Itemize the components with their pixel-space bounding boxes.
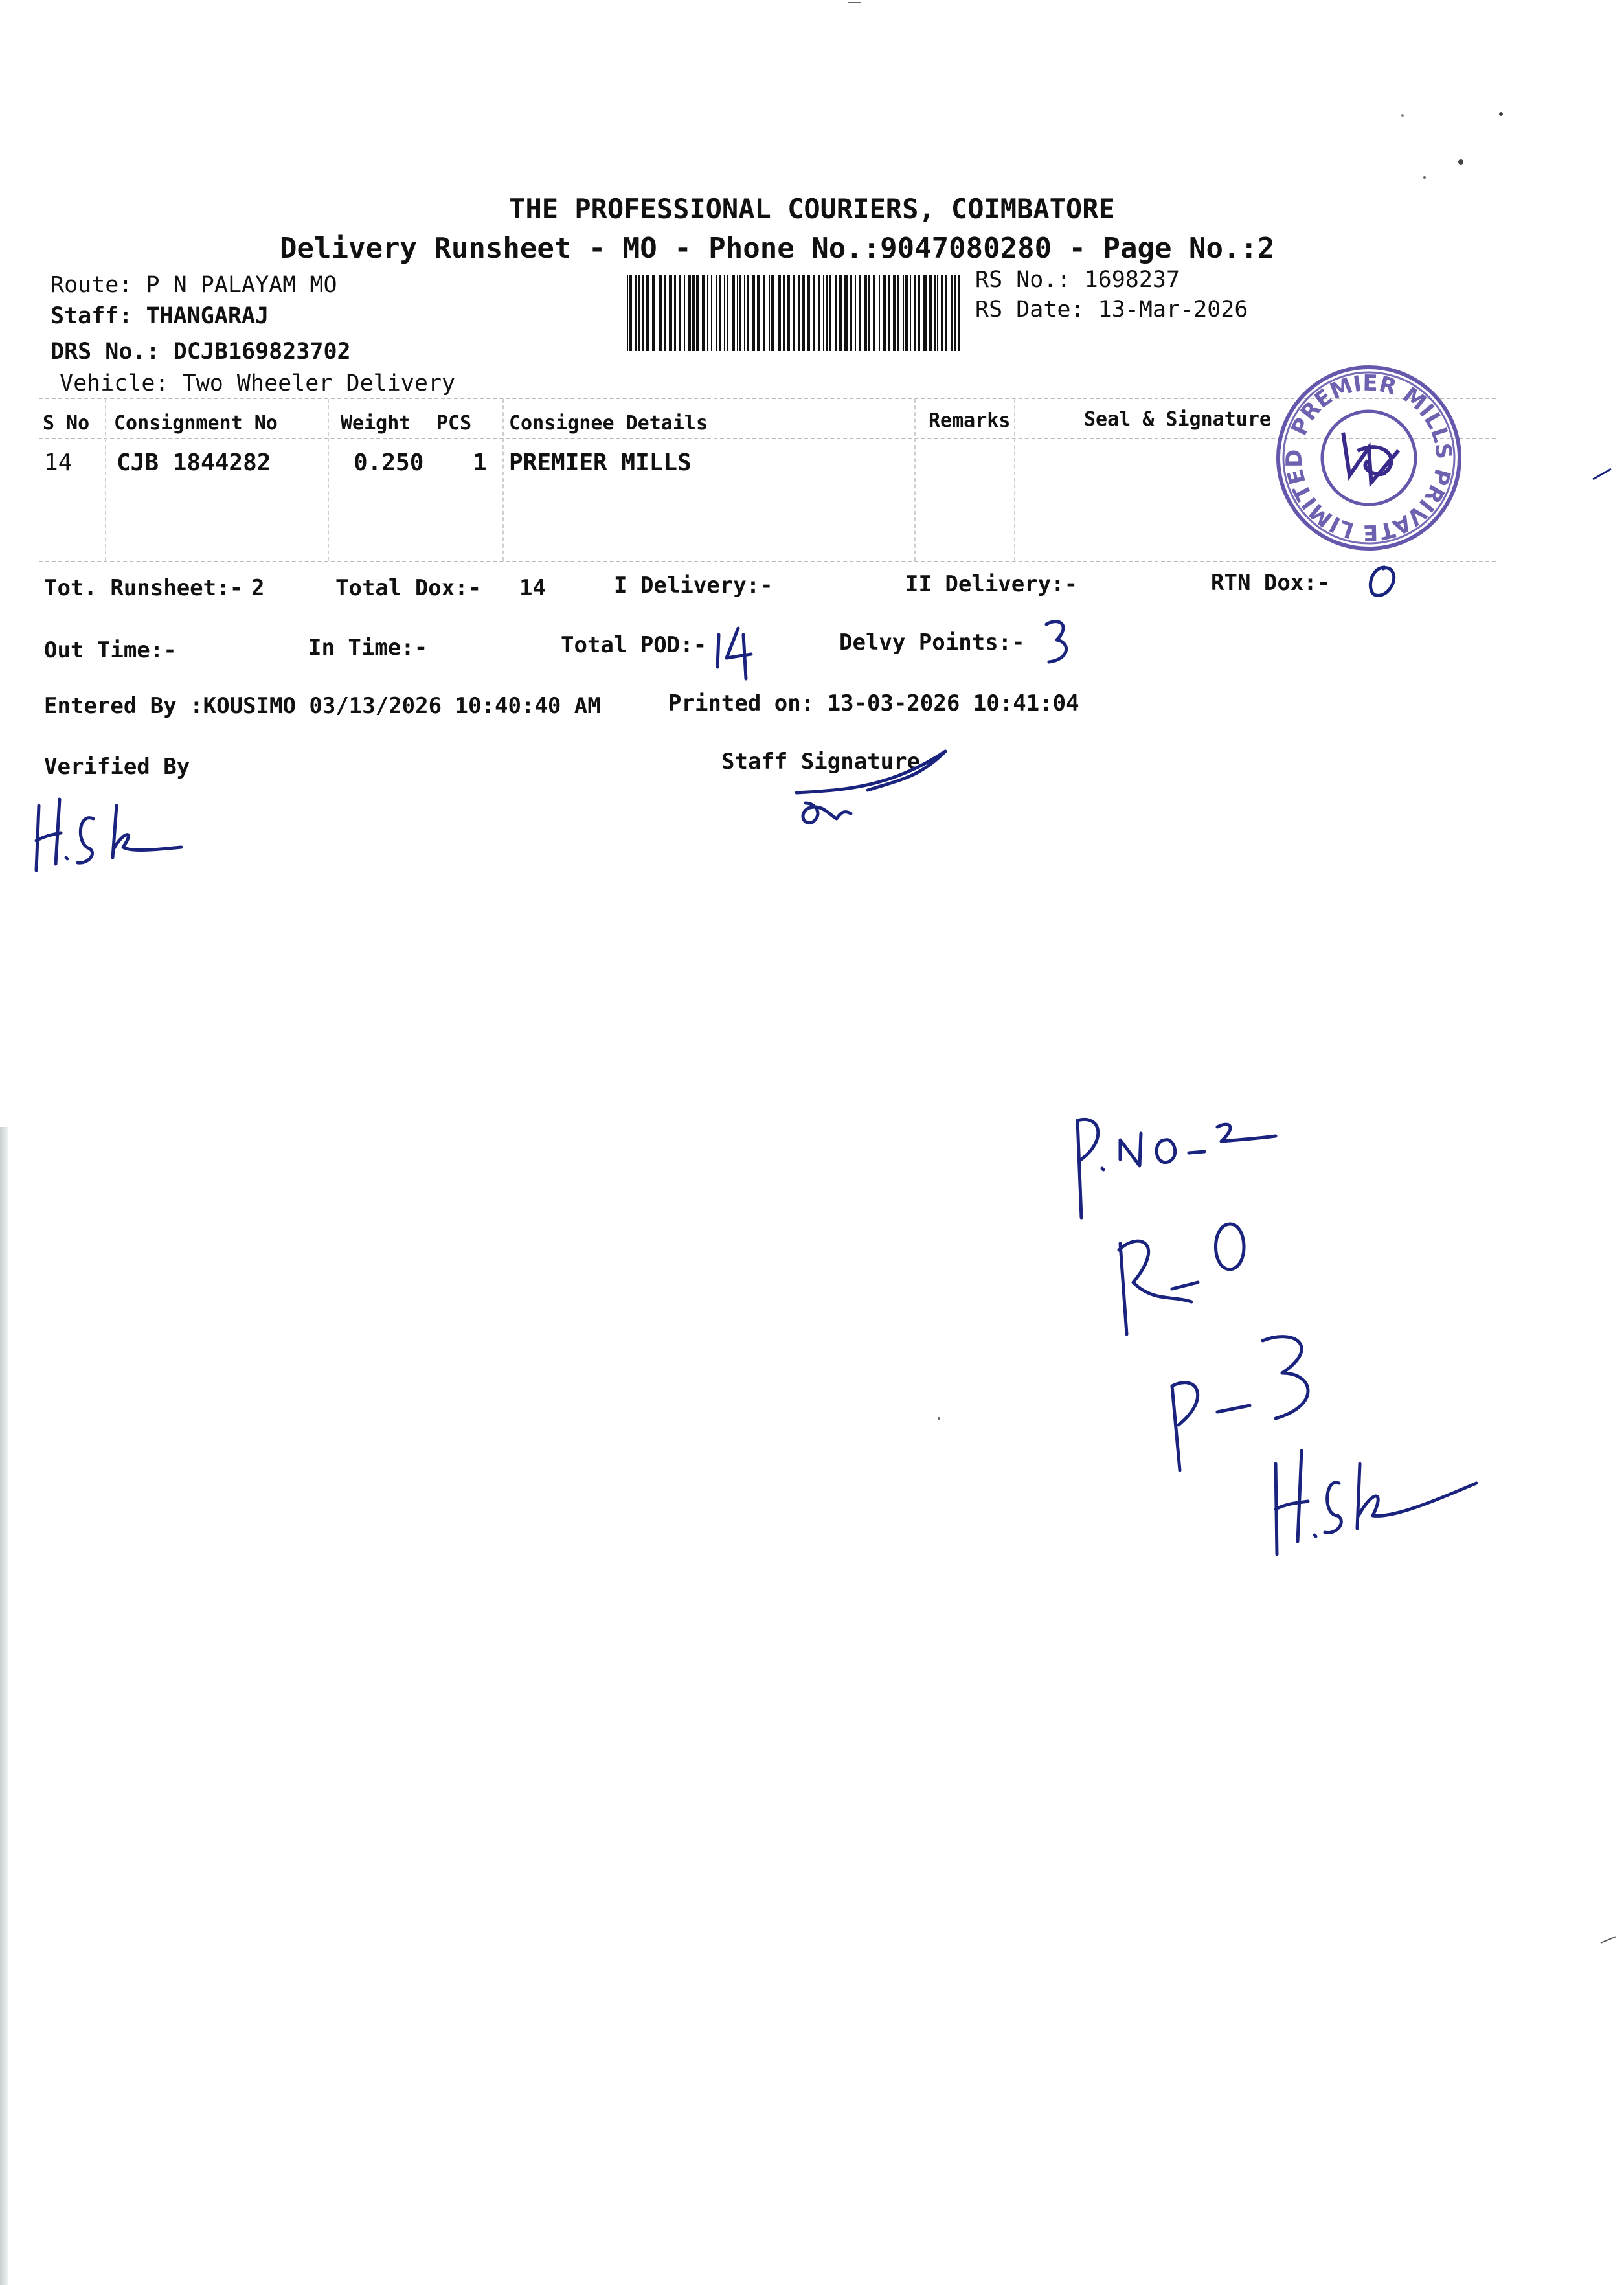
tot-runsheet-label: Tot. Runsheet:-: [44, 575, 243, 601]
drs-label: DRS No.:: [51, 339, 174, 365]
entered-by: Entered By :KOUSIMO 03/13/2026 10:40:40 AM: [44, 693, 601, 719]
cell-pcs: 1: [473, 449, 487, 476]
cell-sno: 14: [44, 449, 73, 476]
out-time-label: Out Time:-: [44, 637, 177, 663]
header-consignment-no: Consignment No: [114, 412, 278, 435]
drs-value: DCJB169823702: [173, 339, 351, 365]
header-weight: Weight: [341, 412, 411, 435]
in-time-label: In Time:-: [308, 635, 428, 661]
header-seal-signature: Seal & Signature: [1084, 408, 1271, 431]
printed-on: Printed on: 13-03-2026 10:41:04: [668, 690, 1079, 716]
runsheet-title: Delivery Runsheet - MO - Phone No.:9047080280 - Page No.:2: [280, 232, 1275, 265]
total-pod-label: Total POD:-: [561, 632, 707, 658]
total-dox-label: Total Dox:-: [335, 575, 482, 601]
route-value: P N PALAYAM MO: [146, 272, 337, 298]
rs-date-label: RS Date:: [975, 297, 1098, 323]
header-consignee-details: Consignee Details: [509, 412, 708, 435]
delvy-points-label: Delvy Points:-: [839, 630, 1025, 655]
i-delivery-label: I Delivery:-: [614, 573, 773, 598]
verified-by-label: Verified By: [44, 754, 190, 780]
cell-weight: 0.250: [354, 449, 424, 476]
vehicle-field: Vehicle: Two Wheeler Delivery: [60, 370, 456, 396]
ii-delivery-label: II Delivery:-: [905, 571, 1078, 597]
rtn-dox-label: RTN Dox:-: [1211, 570, 1331, 596]
staff-label: Staff:: [51, 303, 146, 329]
svg-text:PREMIER MILLS PRIVATE LIMITED: PREMIER MILLS PRIVATE LIMITED: [1281, 370, 1457, 546]
staff-value: THANGARAJ: [146, 303, 269, 329]
cell-consignment-no: CJB 1844282: [117, 449, 271, 476]
header-remarks: Remarks: [929, 409, 1011, 432]
rs-no-value: 1698237: [1084, 267, 1180, 293]
header-pcs: PCS: [436, 412, 472, 435]
cell-consignee: PREMIER MILLS: [509, 449, 692, 476]
rs-date-value: 13-Mar-2026: [1098, 297, 1248, 323]
rs-no-label: RS No.:: [975, 267, 1085, 293]
route-label: Route:: [51, 272, 146, 298]
total-dox-value: 14: [519, 575, 546, 601]
company-title: THE PROFESSIONAL COURIERS, COIMBATORE: [509, 193, 1115, 225]
staff-signature-label: Staff Signature: [721, 749, 921, 775]
header-sno: S No: [43, 412, 90, 435]
tot-runsheet-value: 2: [251, 575, 265, 601]
